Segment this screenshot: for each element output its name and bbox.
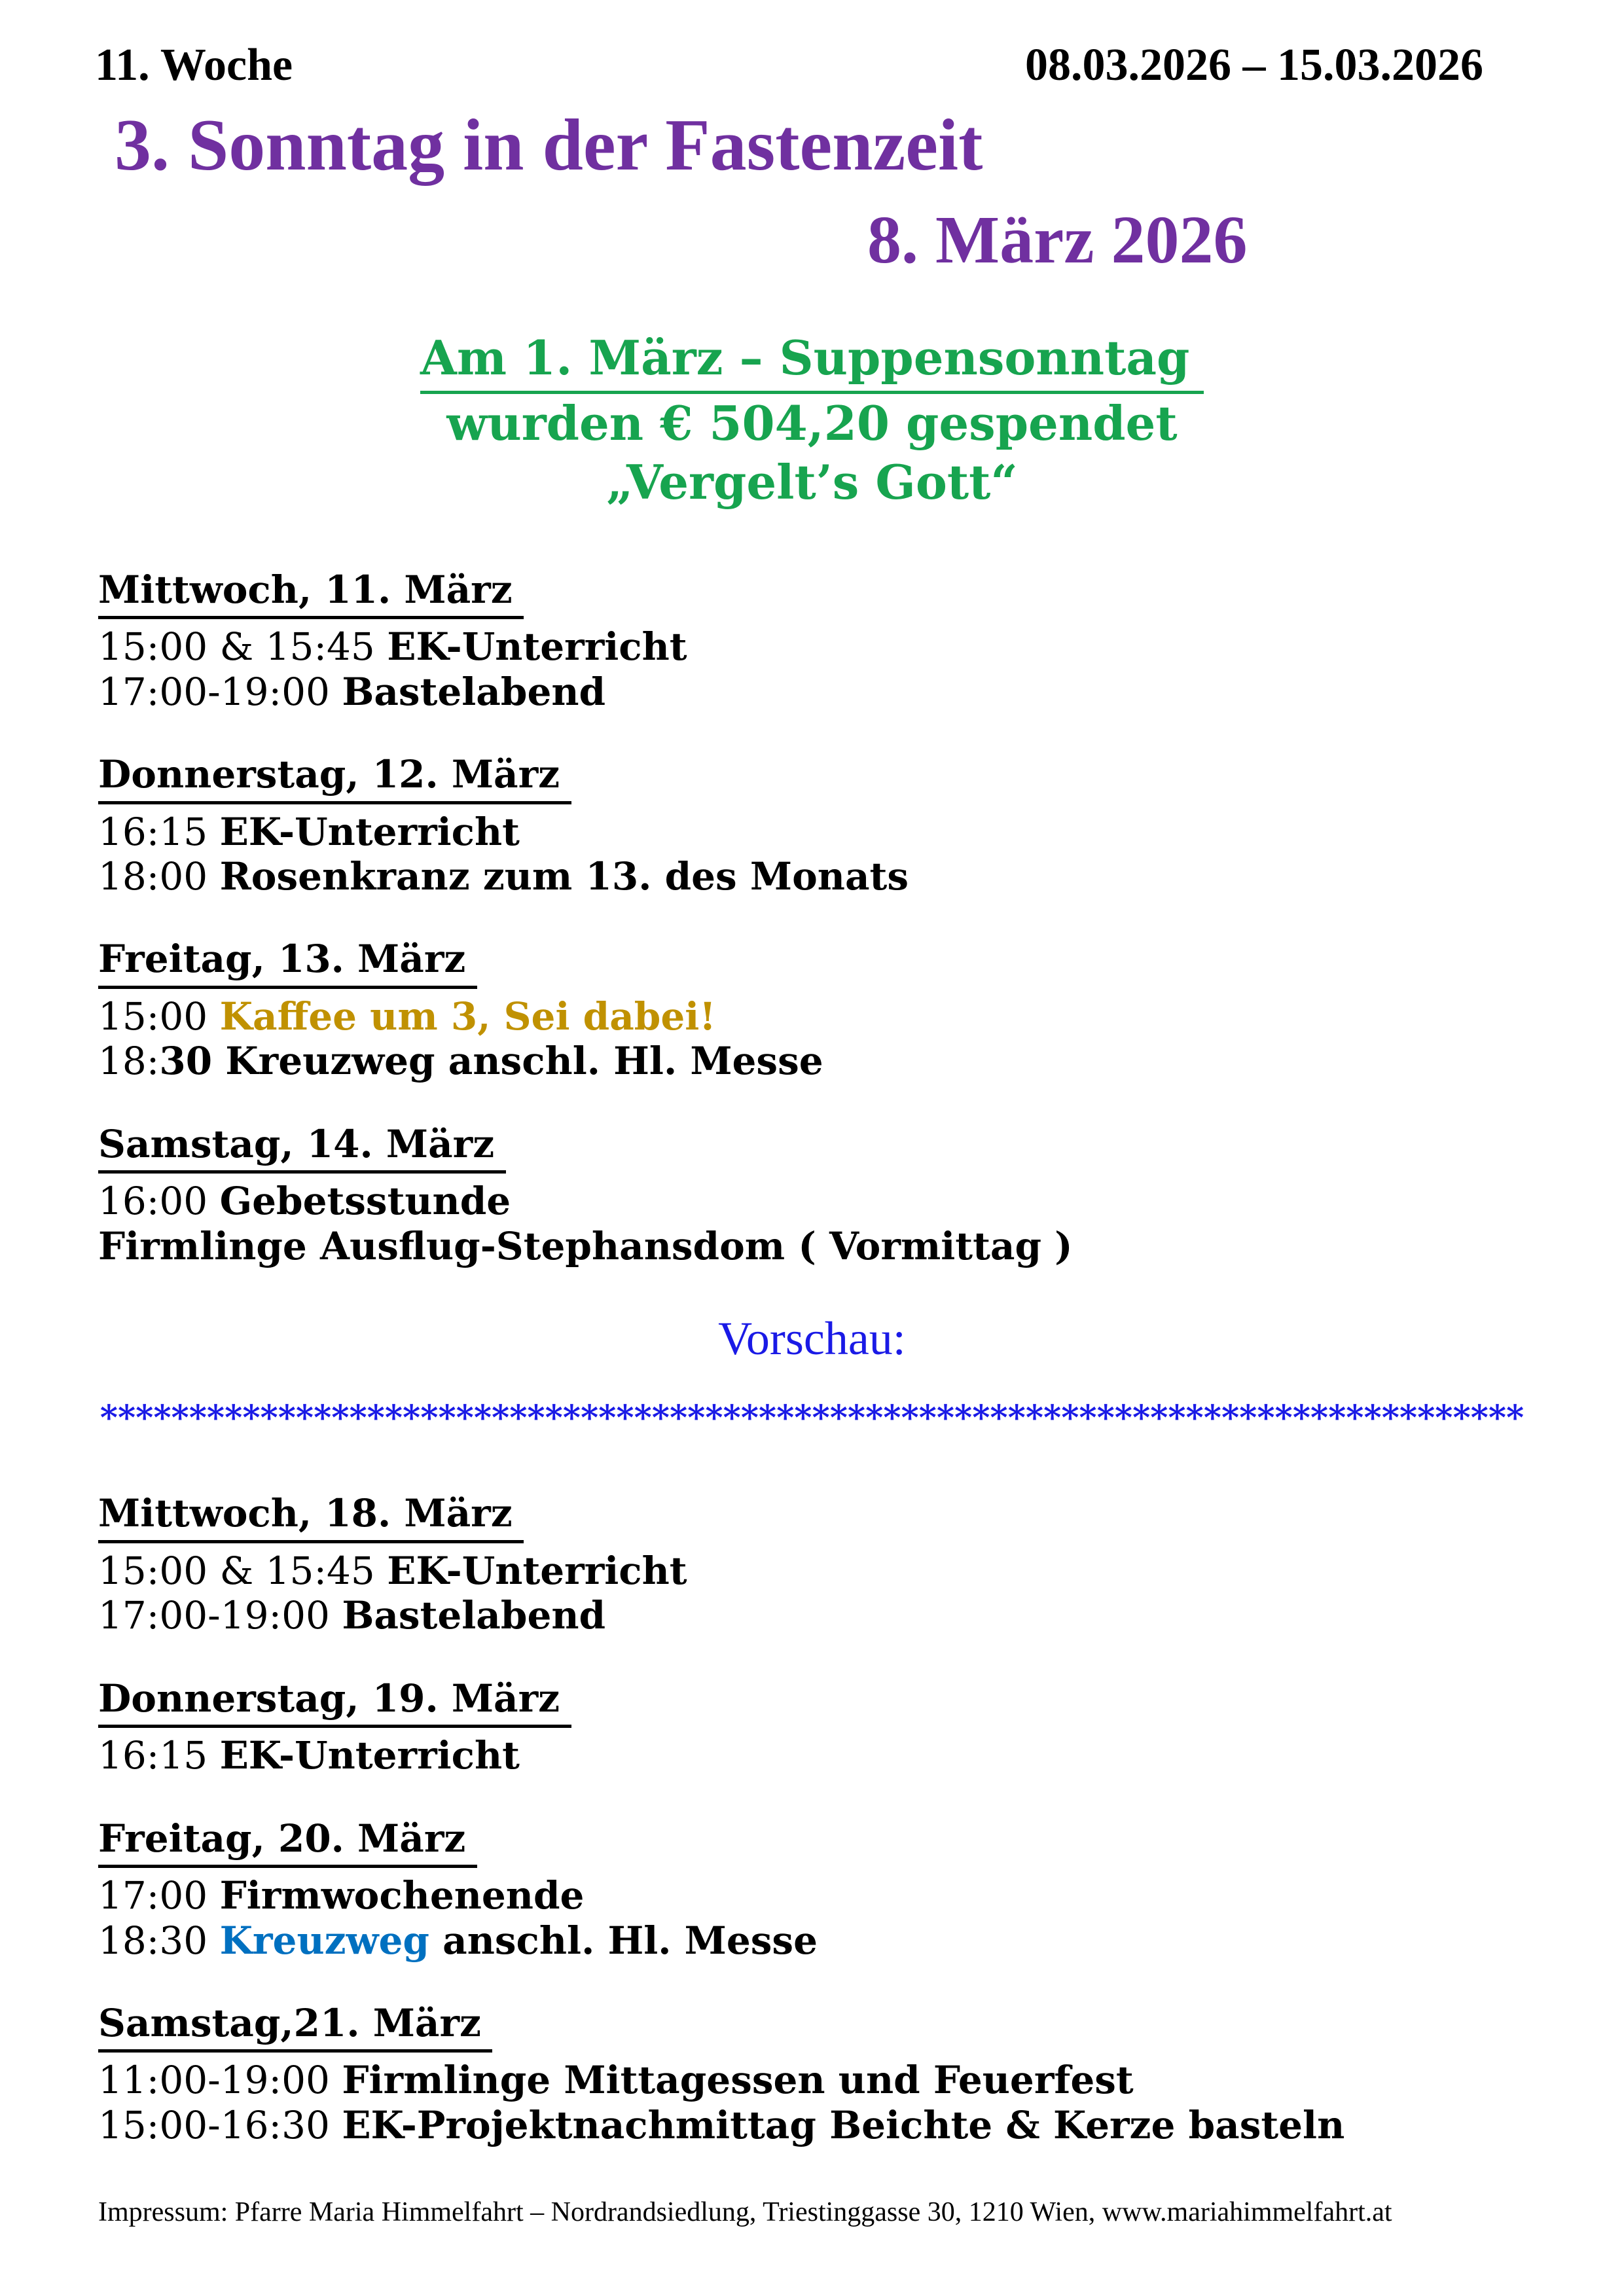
- day-heading-text: Freitag, 13. März: [98, 937, 477, 988]
- schedule-section-wed-18: [98, 1491, 1624, 1638]
- schedule-section-wed-11: [98, 567, 1624, 714]
- event-title: Firmlinge Ausflug-Stephansdom ( Vormittag ): [98, 1223, 1073, 1268]
- event-title-highlighted: Kaffee um 3, Sei dabei!: [219, 994, 716, 1039]
- event-time: 11:00-19:00: [98, 2058, 342, 2103]
- day-heading: [98, 1816, 1624, 1868]
- schedule-section-fri-13: [98, 937, 1624, 1083]
- day-heading: [98, 752, 1624, 804]
- event-title: Bastelabend: [342, 1593, 606, 1638]
- schedule-line: [98, 1593, 1624, 1638]
- day-heading: [98, 2001, 1624, 2053]
- event-time: 15:00 & 15:45: [98, 1548, 388, 1593]
- day-heading: [98, 1676, 1624, 1728]
- event-time: 16:15: [98, 809, 220, 854]
- schedule-section-fri-20: [98, 1816, 1624, 1963]
- schedule-section-thu-19: [98, 1676, 1624, 1778]
- day-heading-text: Samstag, 14. März: [98, 1122, 506, 1174]
- day-heading-text: Mittwoch, 18. März: [98, 1491, 524, 1543]
- schedule-line: [98, 994, 1624, 1039]
- schedule-line: [98, 1179, 1624, 1223]
- event-time: 17:00: [98, 1873, 220, 1918]
- event-title: Bastelabend: [342, 669, 606, 714]
- event-title: EK-Unterricht: [219, 809, 520, 854]
- event-title: anschl. Hl. Messe: [429, 1918, 818, 1963]
- event-title: Firmwochenende: [219, 1873, 585, 1918]
- event-time: 18:: [98, 1039, 160, 1084]
- event-time: 18:30: [98, 1918, 220, 1963]
- event-title: Rosenkranz zum 13. des Monats: [219, 853, 909, 899]
- schedule-line: [98, 1549, 1624, 1593]
- event-time: 17:00-19:00: [98, 1593, 342, 1638]
- schedule-line: [98, 1039, 1624, 1083]
- page-title: 3. Sonntag in der Fastenzeit: [115, 105, 983, 186]
- preview-heading: Vorschau:: [718, 1312, 906, 1365]
- schedule-section-sat-14: [98, 1122, 1624, 1268]
- preview-week-schedule: [98, 1491, 1624, 2147]
- event-title: EK-Unterricht: [387, 624, 687, 670]
- event-title: EK-Unterricht: [387, 1548, 687, 1593]
- event-title: Firmlinge Mittagessen und Feuerfest: [342, 2058, 1134, 2103]
- schedule-line: [98, 854, 1624, 899]
- donation-line-2: wurden € 504,20 gespendet: [446, 395, 1178, 452]
- event-title: Gebetsstunde: [219, 1179, 511, 1224]
- day-heading-text: Samstag,21. März: [98, 2001, 492, 2053]
- schedule-line: [98, 624, 1624, 669]
- event-title-highlighted: Kreuzweg: [219, 1918, 429, 1963]
- asterisk-separator: ********************************************************************************: [99, 1398, 1525, 1439]
- day-heading: [98, 567, 1624, 619]
- day-heading-text: Donnerstag, 19. März: [98, 1676, 571, 1728]
- donation-line-3: „Vergelt’s Gott“: [606, 454, 1018, 510]
- current-week-schedule: [98, 567, 1624, 1268]
- event-time: 18:00: [98, 853, 220, 899]
- event-title: EK-Projektnachmittag Beichte & Kerze basteln: [342, 2102, 1345, 2147]
- day-heading: [98, 1491, 1624, 1543]
- event-title: EK-Unterricht: [219, 1733, 520, 1778]
- schedule-line: [98, 1733, 1624, 1778]
- event-time: 17:00-19:00: [98, 669, 342, 714]
- sunday-date: 8. März 2026: [867, 202, 1248, 278]
- week-label: 11. Woche: [95, 40, 293, 90]
- page-header: [0, 0, 1624, 93]
- schedule-line: [98, 810, 1624, 854]
- schedule-section-thu-12: [98, 752, 1624, 899]
- event-time: 15:00: [98, 994, 220, 1039]
- event-title: 30 Kreuzweg anschl. Hl. Messe: [159, 1039, 823, 1084]
- event-time: 16:00: [98, 1179, 220, 1224]
- day-heading-text: Mittwoch, 11. März: [98, 567, 524, 619]
- impressum: Impressum: Pfarre Maria Himmelfahrt – Nordrandsiedlung, Triestinggasse 30, 1210 Wien, www.mariahimmelfahrt.at: [98, 2197, 1392, 2228]
- donation-note: [0, 329, 1624, 511]
- schedule-line: [98, 1224, 1624, 1268]
- schedule-line: [98, 1873, 1624, 1918]
- schedule-line: [98, 2058, 1624, 2102]
- day-heading: [98, 937, 1624, 988]
- schedule-section-sat-21: [98, 2001, 1624, 2147]
- donation-heading: Am 1. März – Suppensonntag: [420, 329, 1204, 394]
- day-heading-text: Freitag, 20. März: [98, 1816, 477, 1868]
- event-time: 15:00 & 15:45: [98, 624, 388, 670]
- day-heading-text: Donnerstag, 12. März: [98, 752, 571, 804]
- donation-line-1: [0, 329, 1624, 394]
- date-range: 08.03.2026 – 15.03.2026: [1025, 40, 1483, 90]
- day-heading: [98, 1122, 1624, 1174]
- schedule-line: [98, 1918, 1624, 1963]
- schedule-line: [98, 2103, 1624, 2147]
- event-time: 16:15: [98, 1733, 220, 1778]
- event-time: 15:00-16:30: [98, 2102, 342, 2147]
- schedule-line: [98, 670, 1624, 714]
